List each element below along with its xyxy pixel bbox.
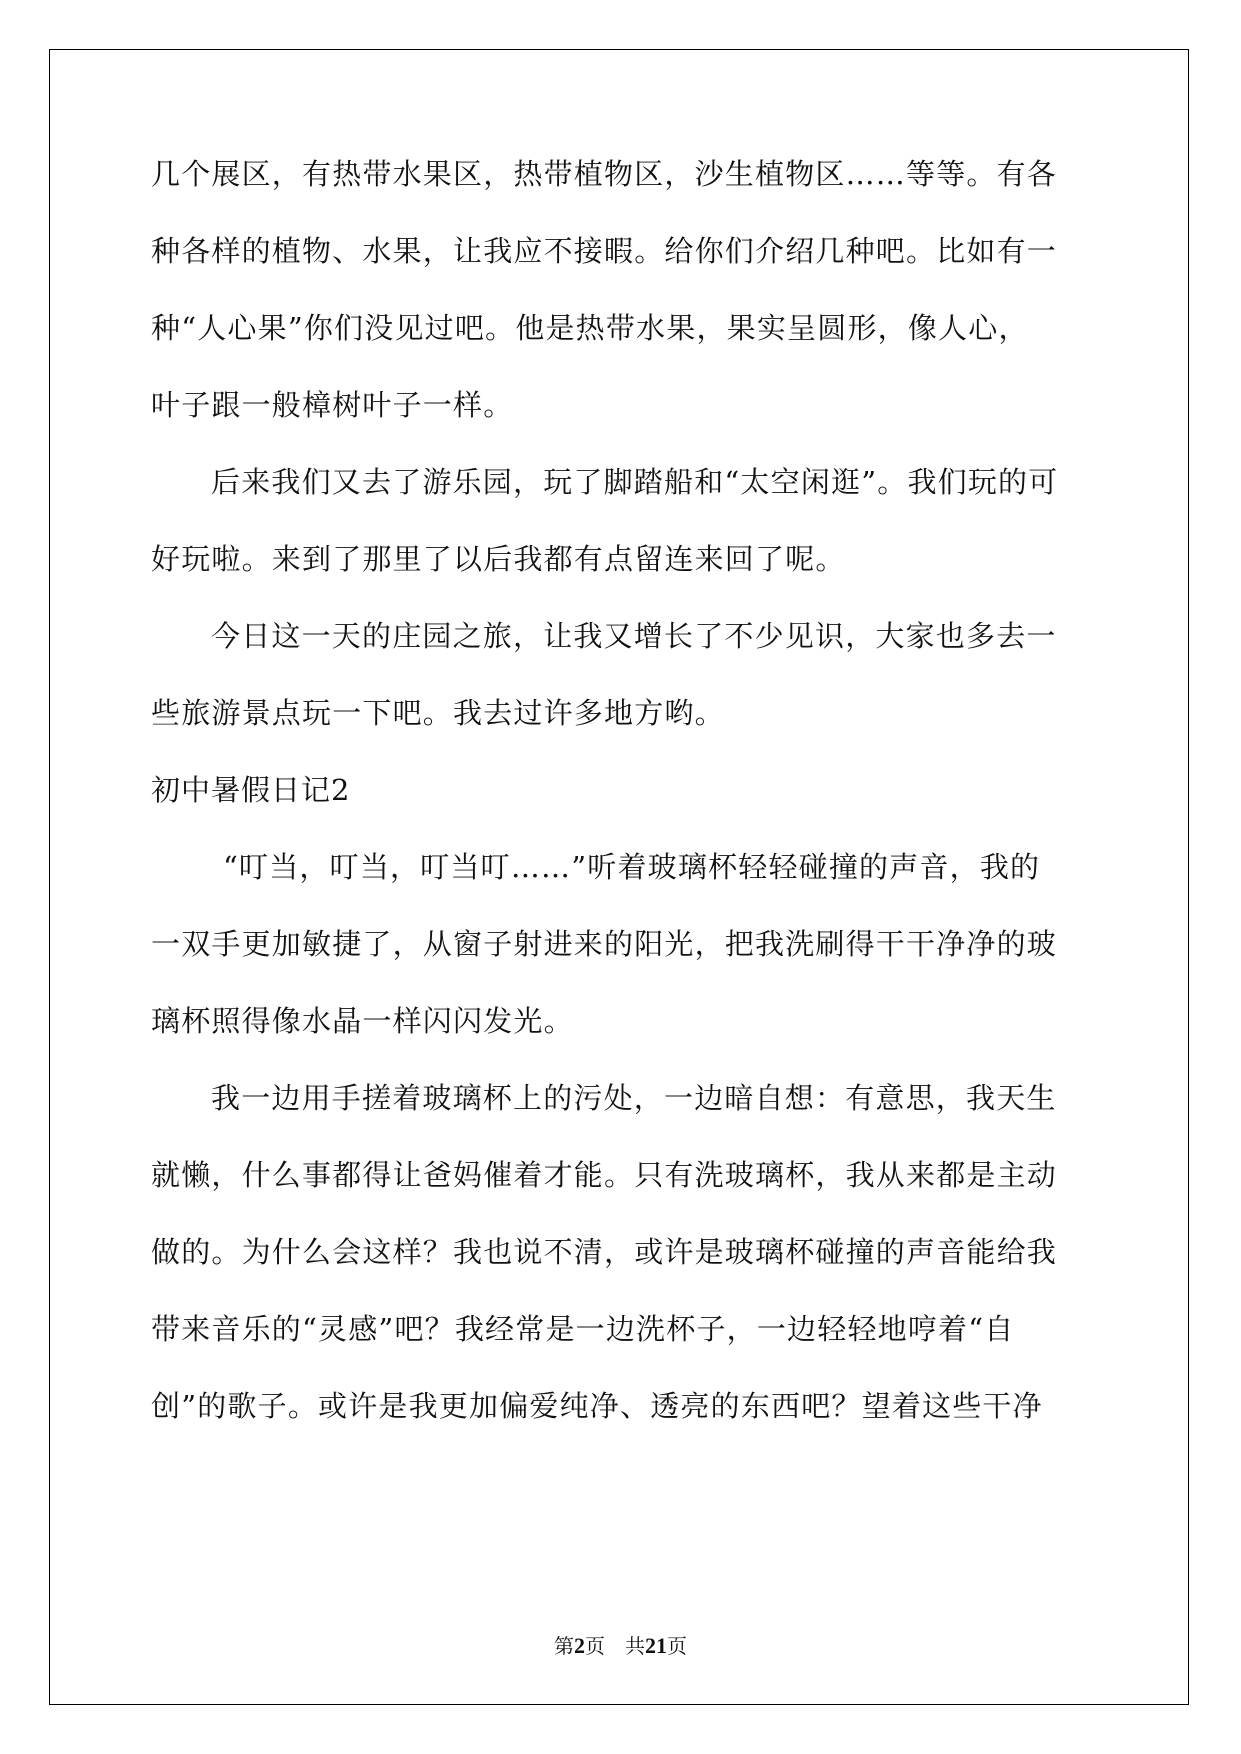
text-line: 种“人心果”你们没见过吧。他是热带水果，果实呈圆形，像人心， bbox=[151, 311, 1029, 345]
section-heading: 初中暑假日记2 bbox=[151, 773, 351, 807]
text-line: 叶子跟一般樟树叶子一样。 bbox=[151, 388, 514, 422]
text-line: 我一边用手搓着玻璃杯上的污处，一边暗自想：有意思，我天生 bbox=[211, 1081, 1057, 1115]
total-pages: 21 bbox=[645, 1633, 667, 1658]
text-line: 做的。为什么会这样？我也说不清，或许是玻璃杯碰撞的声音能给我 bbox=[151, 1235, 1058, 1269]
total-suffix: 页 bbox=[667, 1634, 687, 1658]
text-line: 后来我们又去了游乐园，玩了脚踏船和“太空闲逛”。我们玩的可 bbox=[211, 465, 1059, 499]
text-line: 今日这一天的庄园之旅，让我又增长了不少见识，大家也多去一 bbox=[211, 619, 1057, 653]
text-line: 种各样的植物、水果，让我应不接暇。给你们介绍几种吧。比如有一 bbox=[151, 234, 1058, 268]
text-line: 创”的歌子。或许是我更加偏爱纯净、透亮的东西吧？望着这些干净 bbox=[151, 1389, 1043, 1423]
text-line: 些旅游景点玩一下吧。我去过许多地方哟。 bbox=[151, 696, 725, 730]
text-line: 一双手更加敏捷了，从窗子射进来的阳光，把我洗刷得干干净净的玻 bbox=[151, 927, 1058, 961]
page-footer bbox=[0, 1630, 1241, 1659]
text-line: 璃杯照得像水晶一样闪闪发光。 bbox=[151, 1004, 574, 1038]
page-number: 2 bbox=[574, 1633, 585, 1658]
text-line: 带来音乐的“灵感”吧？我经常是一边洗杯子，一边轻轻地哼着“自 bbox=[151, 1312, 1015, 1346]
text-line: “叮当，叮当，叮当叮……”听着玻璃杯轻轻碰撞的声音，我的 bbox=[223, 850, 1041, 884]
text-line: 好玩啦。来到了那里了以后我都有点留连来回了呢。 bbox=[151, 542, 846, 576]
page-prefix: 第 bbox=[554, 1634, 574, 1658]
text-line: 几个展区，有热带水果区，热带植物区，沙生植物区……等等。有各 bbox=[151, 157, 1058, 191]
document-body bbox=[151, 154, 1091, 1463]
page-suffix: 页 bbox=[585, 1634, 605, 1658]
text-line: 就懒，什么事都得让爸妈催着才能。只有洗玻璃杯，我从来都是主动 bbox=[151, 1158, 1058, 1192]
total-prefix: 共 bbox=[625, 1634, 645, 1658]
